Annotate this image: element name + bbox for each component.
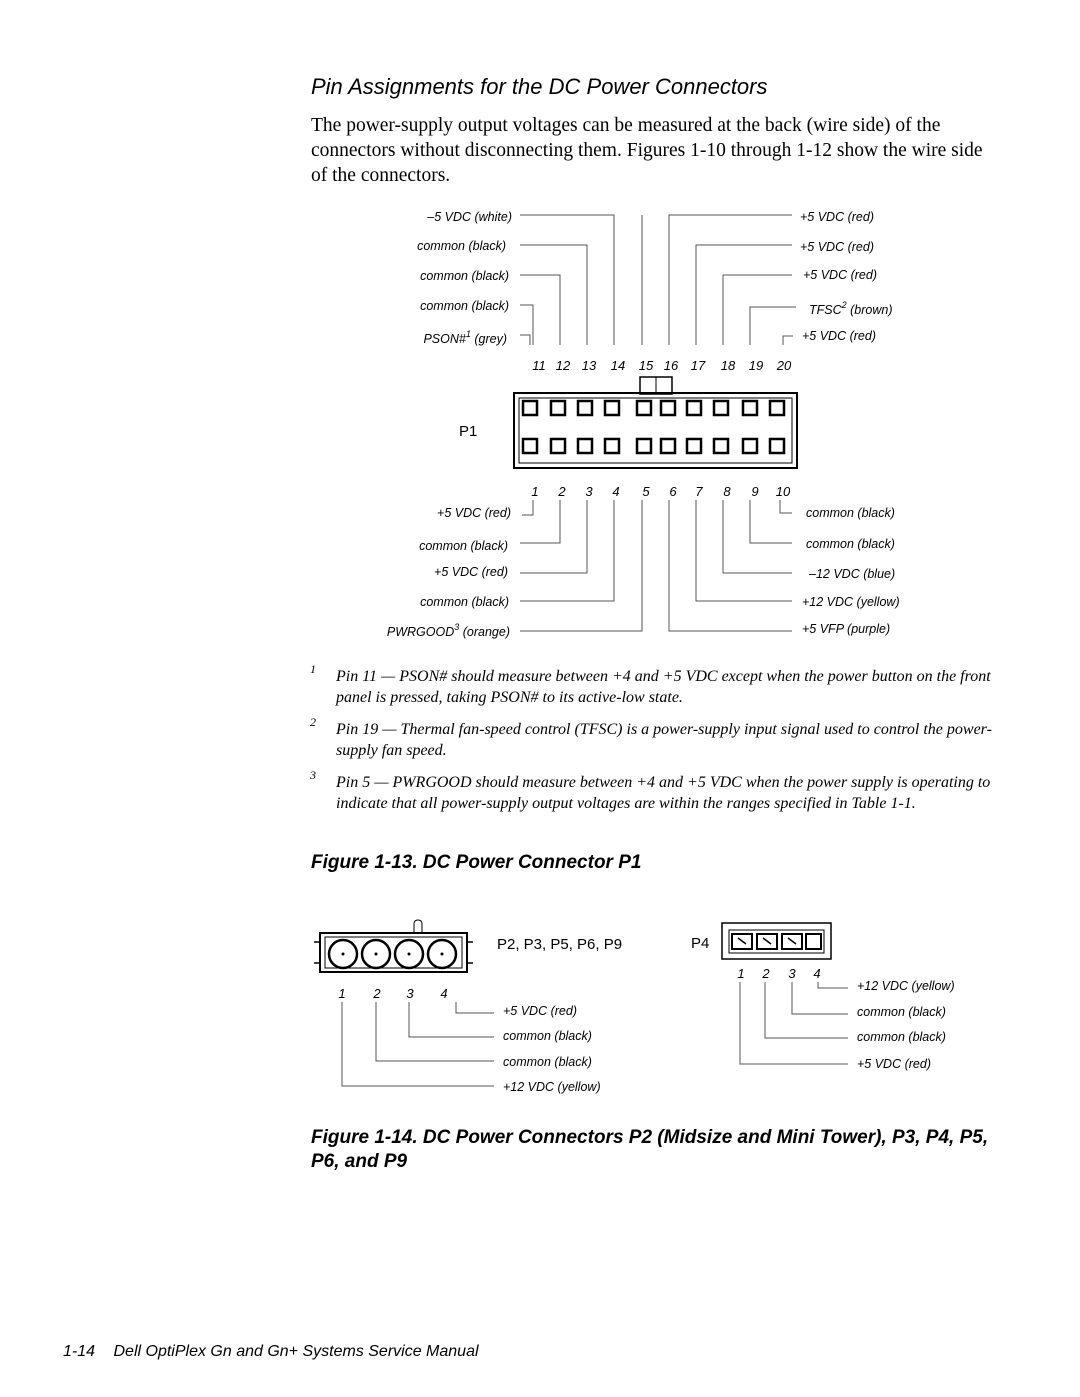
pin-16-number: 16 xyxy=(663,358,679,373)
note-2-text: Pin 19 — Thermal fan-speed control (TFSC) is a power-supply input signal used to control the power-supply fan speed. xyxy=(336,721,992,759)
pin-11-number: 11 xyxy=(532,358,546,373)
label-pin-4-wire: common (black) xyxy=(420,595,509,609)
pin-18-number: 18 xyxy=(720,358,736,373)
label-pson-wire: PSON#$^1$ (grey) xyxy=(423,329,507,346)
p4-pin-2-number: 2 xyxy=(762,966,770,981)
p2-pin-2-label: common (black) xyxy=(503,1055,592,1069)
note-3-marker: 3 xyxy=(310,768,316,782)
p1-pin-cavities xyxy=(523,401,784,453)
p4-pin-3-number: 3 xyxy=(788,966,796,981)
pin-17-number: 17 xyxy=(690,358,706,373)
figure-13-caption: Figure 1-13. DC Power Connector P1 xyxy=(311,852,642,873)
p2-pin-4-number: 4 xyxy=(440,986,448,1001)
label-tfsc-wire: TFSC$^2$ (brown) xyxy=(809,300,893,317)
section-title: Pin Assignments for the DC Power Connectors xyxy=(311,74,768,99)
label-pin-11-wire: –5 VDC (white) xyxy=(427,210,512,224)
pin-1-number: 1 xyxy=(531,484,539,499)
note-1-text: Pin 11 — PSON# should measure between +4 and +5 VDC except when the power button on the front panel is pressed, taking PSON# to its active-low state. xyxy=(336,668,991,706)
label-pin-18-wire: +5 VDC (red) xyxy=(803,268,877,282)
label-pin-20-wire: +5 VDC (red) xyxy=(800,210,874,224)
p4-pin-1-number: 1 xyxy=(737,966,745,981)
label-pin-20b-wire: +5 VDC (red) xyxy=(802,329,876,343)
p4-pin-3-label: common (black) xyxy=(857,1005,946,1019)
pin-2-number: 2 xyxy=(558,484,566,499)
note-2-marker: 2 xyxy=(310,715,316,729)
label-pin-1-wire: +5 VDC (red) xyxy=(437,506,511,520)
p2-p4-connector-diagram xyxy=(0,910,1080,1100)
pin-10-number: 10 xyxy=(775,484,791,499)
note-3-text: Pin 5 — PWRGOOD should measure between +4 and +5 VDC when the power supply is operating to indicate that all power-supply output voltages are within the ranges specified in Table 1-1. xyxy=(336,774,991,812)
p2-pin-1-label: +12 VDC (yellow) xyxy=(503,1080,601,1094)
pin-8-number: 8 xyxy=(723,484,731,499)
figure-14-caption: Figure 1-14. DC Power Connectors P2 (Midsize and Mini Tower), P3, P4, P5, P6, and P9 xyxy=(311,1127,989,1172)
p2-pin-3-number: 3 xyxy=(406,986,414,1001)
top-pin-numbers xyxy=(532,358,792,373)
pin-20-number: 20 xyxy=(776,358,792,373)
pin-19-number: 19 xyxy=(748,358,764,373)
label-pin-13-wire: common (black) xyxy=(420,269,509,283)
p1-connector-diagram xyxy=(0,195,1080,650)
p2-pin-3-label: common (black) xyxy=(503,1029,592,1043)
pin-12-number: 12 xyxy=(555,358,571,373)
p4-connector-body xyxy=(722,923,831,959)
pin-6-number: 6 xyxy=(669,484,677,499)
pin-9-number: 9 xyxy=(751,484,759,499)
pin-5-number: 5 xyxy=(642,484,650,499)
label-pin-12-wire: common (black) xyxy=(417,239,506,253)
p4-pin-2-label: common (black) xyxy=(857,1030,946,1044)
p2-pin-1-number: 1 xyxy=(338,986,346,1001)
p4-pin-1-label: +5 VDC (red) xyxy=(857,1057,931,1071)
p4-connector-label: P4 xyxy=(691,935,710,952)
p2-connector-body xyxy=(314,920,473,972)
p1-connector-label: P1 xyxy=(459,423,478,440)
p1-connector-body xyxy=(514,377,797,468)
label-pwrgood-wire: PWRGOOD$^3$ (orange) xyxy=(386,622,510,639)
label-pin-9-wire: common (black) xyxy=(806,537,895,551)
bottom-pin-numbers xyxy=(531,484,791,499)
label-pin-14-wire: common (black) xyxy=(420,299,509,313)
p2-pin-2-number: 2 xyxy=(373,986,381,1001)
pin-15-number: 15 xyxy=(638,358,654,373)
p4-pin-4-label: +12 VDC (yellow) xyxy=(857,979,955,993)
intro-paragraph: The power-supply output voltages can be measured at the back (wire side) of the connectors without disconnecting them. Figures 1-10 through 1-12 show the wire side of the connectors. xyxy=(311,115,983,186)
pin-13-number: 13 xyxy=(581,358,597,373)
label-pin-17-wire: +5 VDC (red) xyxy=(800,240,874,254)
note-1-marker: 1 xyxy=(310,662,316,676)
pin-14-number: 14 xyxy=(610,358,626,373)
label-pin-2-wire: common (black) xyxy=(419,539,508,553)
page-number: 1-14 xyxy=(63,1343,96,1360)
label-pin-3-wire: +5 VDC (red) xyxy=(434,565,508,579)
pin-3-number: 3 xyxy=(585,484,593,499)
manual-title: Dell OptiPlex Gn and Gn+ Systems Service Manual xyxy=(113,1343,479,1360)
page-footer xyxy=(63,1343,479,1361)
pin-4-number: 4 xyxy=(612,484,620,499)
p4-pin-4-number: 4 xyxy=(813,966,821,981)
pin-7-number: 7 xyxy=(695,484,703,499)
p2-pin-4-label: +5 VDC (red) xyxy=(503,1004,577,1018)
p2-connector-label: P2, P3, P5, P6, P9 xyxy=(497,936,623,953)
label-pin-7-wire: +12 VDC (yellow) xyxy=(802,595,900,609)
label-pin-8-wire: –12 VDC (blue) xyxy=(809,567,896,581)
label-pin-10-wire: common (black) xyxy=(806,506,895,520)
label-pin-6-wire: +5 VFP (purple) xyxy=(802,622,891,636)
